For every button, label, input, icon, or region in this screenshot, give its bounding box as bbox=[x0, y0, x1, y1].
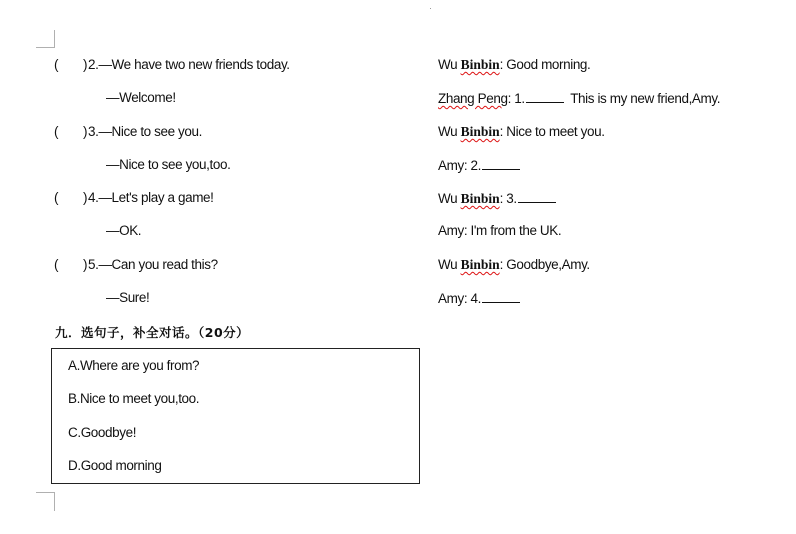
dialogue-text-after-blank: This is my new friend,Amy. bbox=[563, 91, 721, 106]
response-line: —Sure! bbox=[106, 290, 150, 305]
answer-blank-3[interactable] bbox=[518, 190, 556, 203]
dialogue-line-3 bbox=[438, 124, 605, 140]
option-d: D.Good morning bbox=[68, 458, 162, 473]
speaker-name: Wu bbox=[438, 191, 461, 206]
answer-paren-close: ) bbox=[83, 57, 88, 72]
answer-paren-open[interactable]: ( bbox=[54, 57, 59, 72]
dialogue-line-7 bbox=[438, 257, 590, 273]
response-line: —Nice to see you,too. bbox=[106, 157, 231, 172]
question-line: 3.—Nice to see you. bbox=[88, 124, 202, 139]
question-line: 4.—Let's play a game! bbox=[88, 190, 214, 205]
answer-paren-close: ) bbox=[83, 124, 88, 139]
option-b: B.Nice to meet you,too. bbox=[68, 391, 200, 406]
dialogue-text: : 4. bbox=[463, 291, 481, 306]
section-title: 九．选句子，补全对话。（20分） bbox=[55, 325, 250, 340]
dialogue-line-2 bbox=[438, 90, 720, 106]
option-c: C.Goodbye! bbox=[68, 425, 137, 440]
speaker-name: Wu bbox=[438, 57, 461, 72]
answer-paren-open[interactable]: ( bbox=[54, 257, 59, 272]
answer-paren-close: ) bbox=[83, 257, 88, 272]
dialogue-text: : 1. bbox=[507, 91, 525, 106]
crop-mark-top-left bbox=[36, 30, 55, 48]
dialogue-line-5 bbox=[438, 190, 556, 207]
answer-blank-4[interactable] bbox=[482, 290, 520, 303]
dialogue-text: : Goodbye,Amy. bbox=[499, 257, 590, 272]
dialogue-text: : 3. bbox=[499, 191, 517, 206]
page-dot bbox=[430, 8, 431, 9]
speaker-name-spellcheck: Binbin bbox=[460, 257, 500, 272]
speaker-name: Wu bbox=[438, 257, 461, 272]
response-line: —OK. bbox=[106, 223, 142, 238]
response-line: —Welcome! bbox=[106, 90, 176, 105]
dialogue-line-1 bbox=[438, 57, 590, 73]
speaker-name-spellcheck: Binbin bbox=[460, 191, 500, 206]
speaker-name-spellcheck: Binbin bbox=[460, 57, 500, 72]
dialogue-text: : Nice to meet you. bbox=[499, 124, 605, 139]
answer-paren-open[interactable]: ( bbox=[54, 124, 59, 139]
dialogue-line-8 bbox=[438, 290, 520, 306]
answer-blank-2[interactable] bbox=[482, 157, 520, 170]
question-line: 5.—Can you read this? bbox=[88, 257, 218, 272]
dialogue-line-4 bbox=[438, 157, 520, 173]
option-a: A.Where are you from? bbox=[68, 358, 200, 373]
dialogue-text: : Good morning. bbox=[499, 57, 591, 72]
speaker-name: Wu bbox=[438, 124, 461, 139]
dialogue-text: : 2. bbox=[463, 158, 481, 173]
answer-blank-1[interactable] bbox=[526, 90, 564, 103]
dialogue-text: : I'm from the UK. bbox=[463, 223, 562, 238]
speaker-name: Zhang Peng bbox=[438, 91, 508, 106]
dialogue-line-6 bbox=[438, 223, 561, 238]
answer-paren-close: ) bbox=[83, 190, 88, 205]
crop-mark-bottom-left bbox=[36, 492, 55, 511]
answer-paren-open[interactable]: ( bbox=[54, 190, 59, 205]
speaker-name: Amy bbox=[438, 291, 464, 306]
question-line: 2.—We have two new friends today. bbox=[88, 57, 290, 72]
speaker-name: Amy bbox=[438, 158, 464, 173]
speaker-name-spellcheck: Binbin bbox=[460, 124, 500, 139]
speaker-name: Amy bbox=[438, 223, 464, 238]
